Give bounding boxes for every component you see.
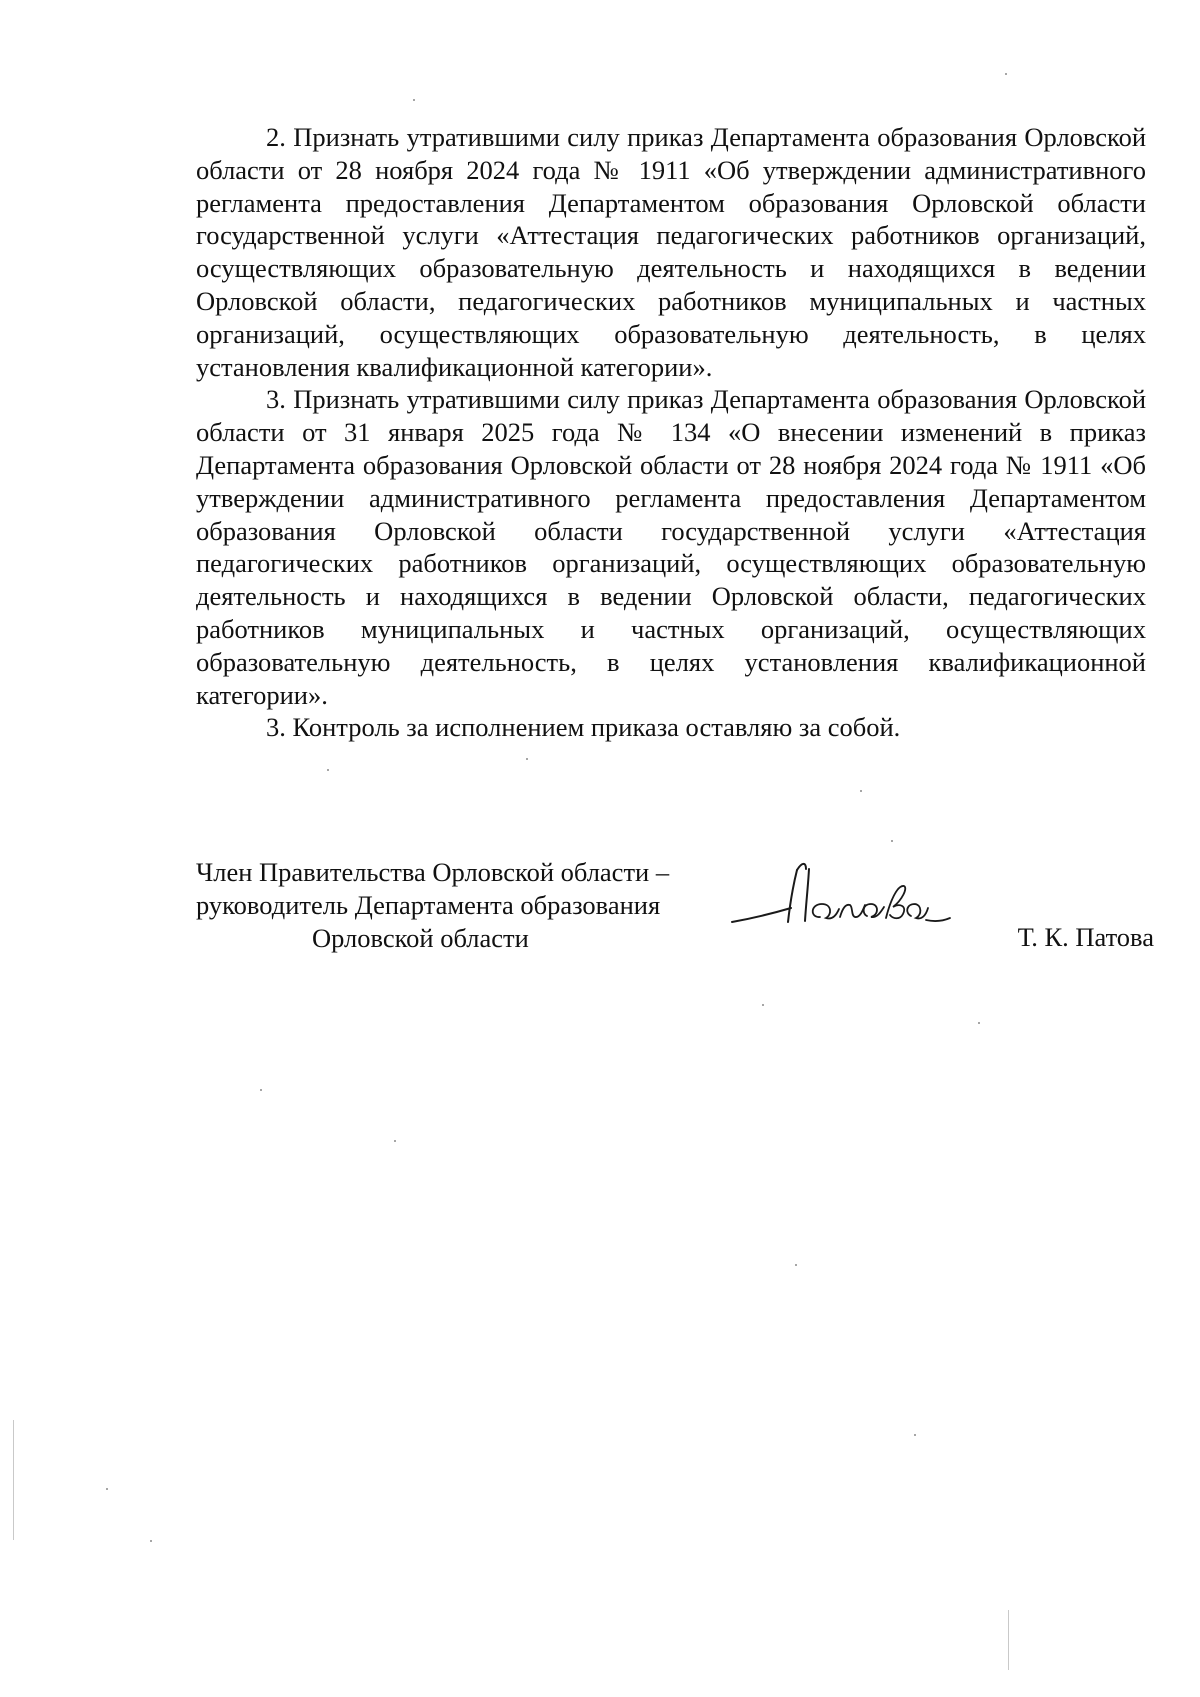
scan-speck [413, 99, 415, 101]
position-line-3: Орловской области [312, 922, 529, 953]
scan-edge-line [1008, 1610, 1009, 1670]
signature-block [196, 856, 1156, 966]
scan-speck [762, 1004, 764, 1006]
scan-edge-line [13, 1420, 14, 1540]
scan-speck [860, 790, 862, 792]
paragraph-control: 3. Контроль за исполнением приказа оставляю за собой. [266, 712, 901, 743]
paragraph-item-3: 3. Признать утратившими силу приказ Департамента образования Орловской области от 31 января 2025 года № 134 «О внесении изменений в приказ Департамента образования Орловской области от 28 ноября 2024 года № 1911 «Об утверждении административного регламента предоставления Департаментом образования Орловской области государственной услуги «Аттестация педагогических работников организаций, осуществляющих образовательную деятельность и находящихся в ведении Орловской области, педагогических работников муниципальных и частных организаций, осуществляющих образовательную деятельность, в целях установления квалификационной категории». [196, 384, 1146, 710]
scan-speck [394, 1140, 396, 1142]
handwritten-signature [714, 846, 954, 956]
scan-speck [106, 1488, 108, 1490]
signatory-name: Т. К. Патова [1017, 922, 1154, 952]
scan-speck [891, 840, 893, 842]
position-line-2: руководитель Департамента образования [196, 889, 661, 920]
scan-speck [327, 769, 329, 771]
scan-speck [795, 1264, 797, 1266]
position-line-1: Член Правительства Орловской области – [196, 857, 670, 887]
scan-speck [526, 758, 528, 760]
paragraph-item-2: 2. Признать утратившими силу приказ Департамента образования Орловской области от 28 ноября 2024 года № 1911 «Об утверждении административного регламента предоставления Департаментом образования Орловской области государственной услуги «Аттестация педагогических работников организаций, осуществляющих образовательную деятельность и находящихся в ведении Орловской области, педагогических работников муниципальных и частных организаций, осуществляющих образовательную деятельность, в целях установления квалификационной категории». [196, 122, 1146, 382]
scan-speck [978, 1022, 980, 1024]
signatory-position [196, 856, 716, 954]
scan-speck [914, 1434, 916, 1436]
document-body [196, 121, 1146, 744]
scan-speck [260, 1089, 262, 1091]
scan-speck [1005, 73, 1007, 75]
scan-speck [150, 1540, 152, 1542]
